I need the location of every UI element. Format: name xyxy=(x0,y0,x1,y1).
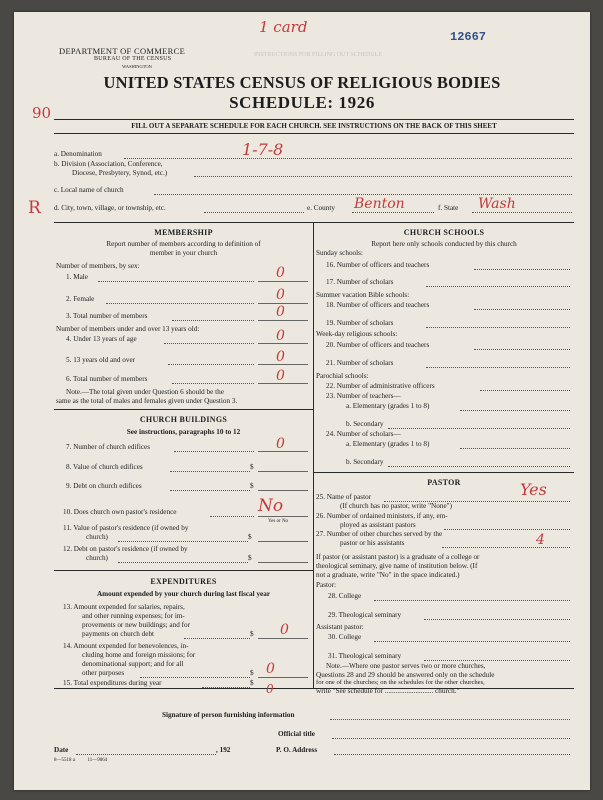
membership-note-2: same as the total of males and females given under Question 3. xyxy=(56,397,238,405)
q15-value: 0 xyxy=(266,682,274,696)
membership-heading: MEMBERSHIP xyxy=(154,228,213,237)
denomination-label: a. Denomination xyxy=(54,150,102,158)
q6-value: 0 xyxy=(276,368,285,384)
q13-line1: 13. Amount expended for salaries, repairs, xyxy=(63,603,185,611)
q27-value: 4 xyxy=(536,532,545,548)
q13-dollar: $ xyxy=(250,630,254,638)
q13-value: 0 xyxy=(280,622,289,638)
q12-debt-residence: 12. Debt on pastor's residence (if owned by xyxy=(63,545,188,553)
q24b: b. Secondary xyxy=(346,458,384,466)
membership-note: Note.—The total given under Question 6 should be the xyxy=(66,388,224,396)
buildings-sub: See instructions, paragraphs 10 to 12 xyxy=(126,428,241,436)
q10-residence: 10. Does church own pastor's residence xyxy=(63,508,177,516)
q14-line2: cluding home and foreign missions; for xyxy=(82,651,196,659)
annotation-ninety: 90 xyxy=(32,104,52,122)
q12-dollar: $ xyxy=(248,554,252,562)
membership-sub: Report number of members according to definition of xyxy=(106,240,261,248)
local-name-label: c. Local name of church xyxy=(54,186,124,194)
q14-line3: denominational support; and for all xyxy=(82,660,184,668)
q3-value: 0 xyxy=(276,304,285,320)
division-label-2: Diocese, Presbytery, Synod, etc.) xyxy=(72,169,168,177)
parochial-label: Parochial schools: xyxy=(316,372,369,380)
pastor-note-3: for one of the churches; on the schedules for the other churches, xyxy=(316,679,485,686)
summer-label: Summer vacation Bible schools: xyxy=(316,291,410,299)
q16: 16. Number of officers and teachers xyxy=(326,261,430,269)
q6-total: 6. Total number of members xyxy=(66,375,148,383)
city-name: WASHINGTON xyxy=(122,64,152,69)
q23: 23. Number of teachers— xyxy=(326,392,401,400)
instruction-line: FILL OUT A SEPARATE SCHEDULE FOR EACH CHURCH. SEE INSTRUCTIONS ON THE BACK OF THIS SHEET xyxy=(131,122,497,130)
stamped-number: 12667 xyxy=(450,30,487,44)
weekday-label: Week-day religious schools: xyxy=(316,330,398,338)
bureau-name: BUREAU OF THE CENSUS xyxy=(94,56,172,62)
yes-or-no-hint: Yes or No xyxy=(268,519,289,524)
q9-dollar: $ xyxy=(250,482,254,490)
schools-heading: CHURCH SCHOOLS xyxy=(403,228,485,237)
page-title: UNITED STATES CENSUS OF RELIGIOUS BODIES xyxy=(103,73,501,92)
po-address-label: P. O. Address xyxy=(276,746,318,754)
q28-college: 28. College xyxy=(328,592,362,600)
q24a: a. Elementary (grades 1 to 8) xyxy=(346,440,430,448)
graduate-line-2: theological seminary, give name of institution below. (If xyxy=(316,562,478,570)
schools-sub: Report here only schools conducted by this church xyxy=(371,240,517,248)
buildings-heading: CHURCH BUILDINGS xyxy=(139,415,228,424)
q13-line3: provements or new buildings; and for xyxy=(82,621,190,629)
county-value: Benton xyxy=(354,196,405,212)
year-label: , 192 xyxy=(216,746,231,754)
age-intro: Number of members under and over 13 years old: xyxy=(56,325,200,333)
q18: 18. Number of officers and teachers xyxy=(326,301,430,309)
q30-college: 30. College xyxy=(328,633,362,641)
q14-line1: 14. Amount expended for benevolences, in- xyxy=(63,642,189,650)
expenditures-sub: Amount expended by your church during last fiscal year xyxy=(96,590,271,598)
state-label: f. State xyxy=(438,204,459,212)
q20: 20. Number of officers and teachers xyxy=(326,341,430,349)
q15-total: 15. Total expenditures during year xyxy=(63,679,162,687)
official-title-label: Official title xyxy=(278,730,315,738)
graduate-line-3: not a graduate, write "No" in the space indicated.) xyxy=(316,571,460,579)
form-codes: 8—5518 a 11—9064 xyxy=(54,758,108,763)
by-sex-label: Number of members, by sex: xyxy=(56,262,140,270)
q22: 22. Number of administrative officers xyxy=(326,382,435,390)
q11-church: church) xyxy=(86,533,108,541)
q27: 27. Number of other churches served by the xyxy=(316,530,443,538)
q5-over-13: 5. 13 years old and over xyxy=(66,356,136,364)
county-label: e. County xyxy=(307,204,335,212)
graduate-line-1: If pastor (or assistant pastor) is a graduate of a college or xyxy=(316,553,480,561)
q14-line4: other purposes xyxy=(82,669,125,677)
q4-under-13: 4. Under 13 years of age xyxy=(66,335,137,343)
q12-church: church) xyxy=(86,554,108,562)
signature-label: Signature of person furnishing information xyxy=(162,711,295,719)
q25-pastor-name: 25. Name of pastor xyxy=(316,493,372,501)
pastor-heading: PASTOR xyxy=(427,478,461,487)
q7-edifices: 7. Number of church edifices xyxy=(66,443,151,451)
q23b: b. Secondary xyxy=(346,420,384,428)
q14-value: 0 xyxy=(266,661,275,677)
annotation-r: R xyxy=(28,198,41,218)
q7-value: 0 xyxy=(276,436,285,452)
q1-male: 1. Male xyxy=(66,273,88,281)
q26: 26. Number of ordained ministers, if any, em- xyxy=(316,512,448,520)
q5-value: 0 xyxy=(276,349,285,365)
department-name: DEPARTMENT OF COMMERCE xyxy=(59,46,186,56)
denomination-value: 1-7-8 xyxy=(242,140,284,159)
q17: 17. Number of scholars xyxy=(326,278,394,286)
date-label: Date xyxy=(54,746,69,754)
pastor-note-4: write "See schedule for ........................... church." xyxy=(316,687,460,695)
q25-value: Yes xyxy=(520,480,547,499)
division-label: b. Division (Association, Conference, xyxy=(54,160,163,168)
q23a: a. Elementary (grades 1 to 8) xyxy=(346,402,430,410)
annotation-one-card: 1 card xyxy=(259,18,308,36)
pastor-label: Pastor: xyxy=(316,581,336,589)
expenditures-heading: EXPENDITURES xyxy=(150,577,217,586)
q11-value-residence: 11. Value of pastor's residence (if owned by xyxy=(63,524,189,532)
q2-female: 2. Female xyxy=(66,295,95,303)
pastor-note-2: Questions 28 and 29 should be answered only on the schedule xyxy=(316,671,495,679)
q15-dollar: $ xyxy=(250,679,254,687)
q25-note: (If church has no pastor, write "None") xyxy=(340,502,452,510)
q2-value: 0 xyxy=(276,287,285,303)
sunday-label: Sunday schools: xyxy=(316,249,363,257)
q26-b: ployed as assistant pastors xyxy=(340,521,416,529)
schedule-title: SCHEDULE: 1926 xyxy=(229,93,375,112)
q27-b: pastor or his assistants xyxy=(340,539,405,547)
q14-dollar: $ xyxy=(250,669,254,677)
census-schedule-page xyxy=(14,12,590,790)
q4-value: 0 xyxy=(276,328,285,344)
q3-total: 3. Total number of members xyxy=(66,312,148,320)
bleed-through-text: INSTRUCTIONS FOR FILLING OUT SCHEDULE xyxy=(254,52,382,58)
q13-line2: and other running expenses; for im- xyxy=(82,612,185,620)
membership-sub-2: member in your church xyxy=(149,249,218,257)
q24: 24. Number of scholars— xyxy=(326,430,401,438)
q1-value: 0 xyxy=(276,265,285,281)
q10-value: No xyxy=(258,496,284,516)
q19: 19. Number of scholars xyxy=(326,319,394,327)
q31-seminary: 31. Theological seminary xyxy=(328,652,402,660)
q21: 21. Number of scholars xyxy=(326,359,394,367)
q8-dollar: $ xyxy=(250,463,254,471)
assistant-pastor-label: Assistant pastor: xyxy=(316,623,364,631)
q9-debt-edifices: 9. Debt on church edifices xyxy=(66,482,142,490)
q13-line4: payments on church debt xyxy=(82,630,155,638)
q29-seminary: 29. Theological seminary xyxy=(328,611,402,619)
state-value: Wash xyxy=(478,196,516,212)
city-label: d. City, town, village, or township, etc. xyxy=(54,204,166,212)
pastor-note-1: Note.—Where one pastor serves two or more churches, xyxy=(326,662,486,670)
q11-dollar: $ xyxy=(248,533,252,541)
q8-value-edifices: 8. Value of church edifices xyxy=(66,463,143,471)
